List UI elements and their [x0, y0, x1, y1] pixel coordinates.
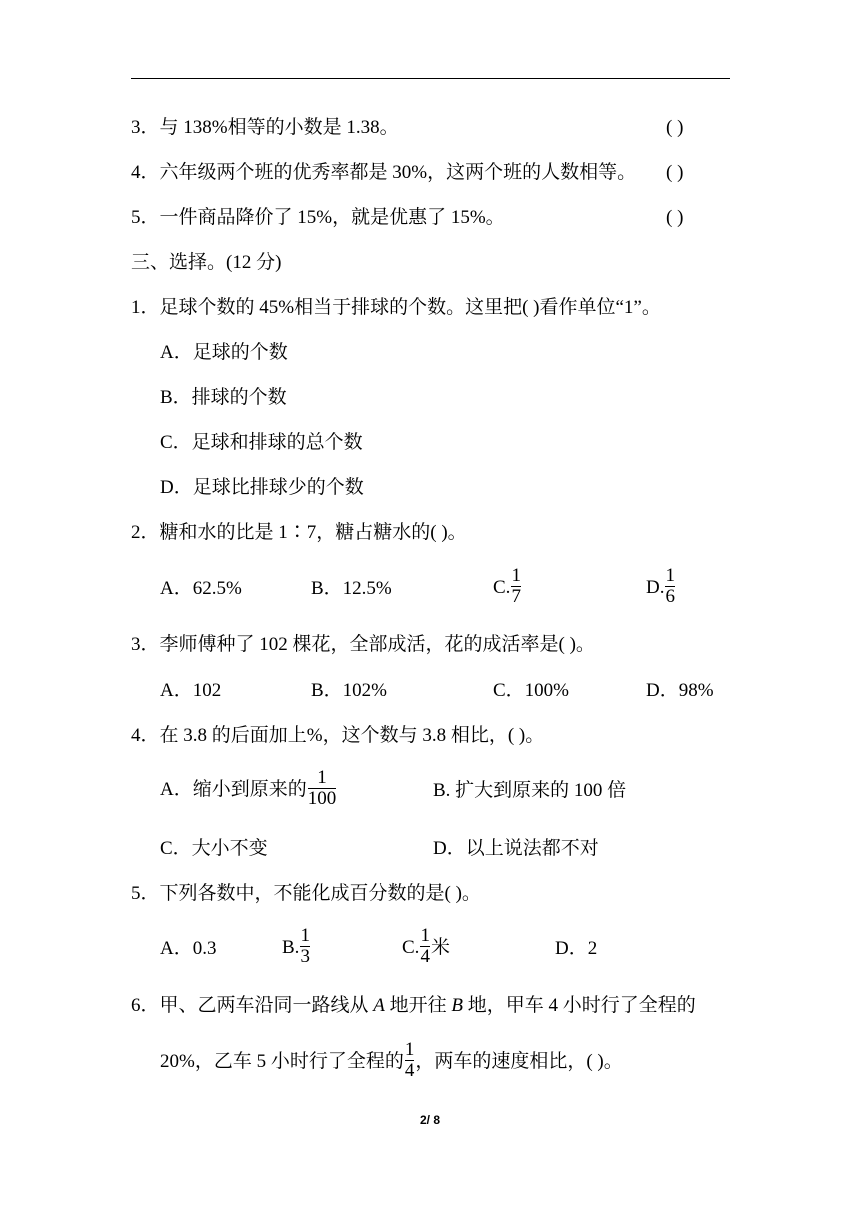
question-1-option-a: A．足球的个数	[160, 342, 288, 363]
option-label: C.	[402, 937, 420, 958]
question-1-option-c: C．足球和排球的总个数	[160, 432, 363, 453]
question-5-stem: 5．下列各数中，不能化成百分数的是( )。	[131, 883, 481, 904]
question-3-option-b: B．102%	[311, 680, 388, 701]
question-5-option-d: D．2	[555, 938, 598, 959]
question-4-option-b: B. 扩大到原来的 100 倍	[433, 780, 627, 801]
judge-item-5-answer-blank: ( )	[666, 207, 684, 228]
option-label: D.	[646, 577, 665, 598]
fraction-denominator: 4	[404, 1060, 415, 1082]
fraction-numerator: 1	[300, 925, 310, 947]
question-2-option-d	[646, 566, 676, 610]
fraction-numerator: 1	[420, 925, 430, 947]
fraction	[511, 566, 521, 607]
stem-text: 6．甲、乙两车沿同一路线从	[131, 995, 374, 1016]
question-6-stem-line-2	[160, 1040, 623, 1084]
question-4-stem: 4．在 3.8 的后面加上%，这个数与 3.8 相比，( )。	[131, 725, 545, 746]
point-a-label: A	[373, 995, 385, 1016]
question-2-option-c	[493, 566, 522, 610]
judge-item-3-answer-blank: ( )	[666, 117, 684, 138]
question-2-option-a: A．62.5%	[160, 578, 242, 599]
fraction-denominator: 3	[300, 946, 310, 968]
stem-text: 地开往	[384, 995, 452, 1016]
option-text: A．缩小到原来的	[160, 779, 307, 800]
fraction	[300, 926, 310, 967]
question-4-option-c: C．大小不变	[160, 838, 268, 859]
page-number: 2/ 8	[419, 1113, 440, 1127]
fraction	[308, 768, 337, 809]
question-5-option-a: A．0.3	[160, 938, 217, 959]
question-5-option-c	[402, 926, 450, 970]
option-label: C.	[493, 577, 511, 598]
question-1-option-b: B．排球的个数	[160, 387, 287, 408]
question-4-option-d: D．以上说法都不对	[433, 838, 599, 859]
question-2-stem: 2．糖和水的比是 1∶7，糖占糖水的( )。	[131, 522, 467, 543]
judge-item-3: 3．与 138%相等的小数是 1.38。	[131, 117, 399, 138]
question-3-option-a: A．102	[160, 680, 222, 701]
judge-item-4: 4．六年级两个班的优秀率都是 30%，这两个班的人数相等。	[131, 162, 637, 183]
question-4-option-a	[160, 768, 337, 812]
fraction	[665, 566, 675, 607]
fraction-denominator: 100	[307, 788, 337, 810]
section-title: 三、选择。(12 分)	[131, 252, 282, 273]
stem-text: 20%，乙车 5 小时行了全程的	[160, 1051, 404, 1072]
question-3-option-d: D．98%	[646, 680, 714, 701]
question-1-stem: 1．足球个数的 45%相当于排球的个数。这里把( )看作单位“1”。	[131, 297, 661, 318]
question-3-stem: 3．李师傅种了 102 棵花，全部成活，花的成活率是( )。	[131, 634, 595, 655]
fraction-numerator: 1	[404, 1039, 415, 1061]
point-b-label: B	[451, 995, 463, 1016]
fraction-numerator: 1	[511, 565, 521, 587]
fraction	[405, 1040, 415, 1081]
question-3-option-c: C．100%	[493, 680, 570, 701]
question-5-option-b	[282, 926, 311, 970]
stem-text: 地，甲车 4 小时行了全程的	[463, 995, 696, 1016]
question-2-option-b: B．12.5%	[311, 578, 392, 599]
judge-item-4-answer-blank: ( )	[666, 162, 684, 183]
judge-item-5: 5．一件商品降价了 15%，就是优惠了 15%。	[131, 207, 505, 228]
fraction-denominator: 4	[420, 946, 430, 968]
fraction-denominator: 6	[665, 586, 675, 608]
question-1-option-d: D．足球比排球少的个数	[160, 477, 364, 498]
option-label: B.	[282, 937, 300, 958]
fraction	[420, 926, 430, 967]
fraction-denominator: 7	[511, 586, 521, 608]
question-6-stem-line-1	[131, 995, 696, 1017]
header-rule	[131, 78, 730, 79]
option-unit: 米	[430, 937, 450, 958]
stem-text: ，两车的速度相比，( )。	[415, 1051, 623, 1072]
fraction-numerator: 1	[317, 767, 327, 789]
fraction-numerator: 1	[665, 565, 675, 587]
